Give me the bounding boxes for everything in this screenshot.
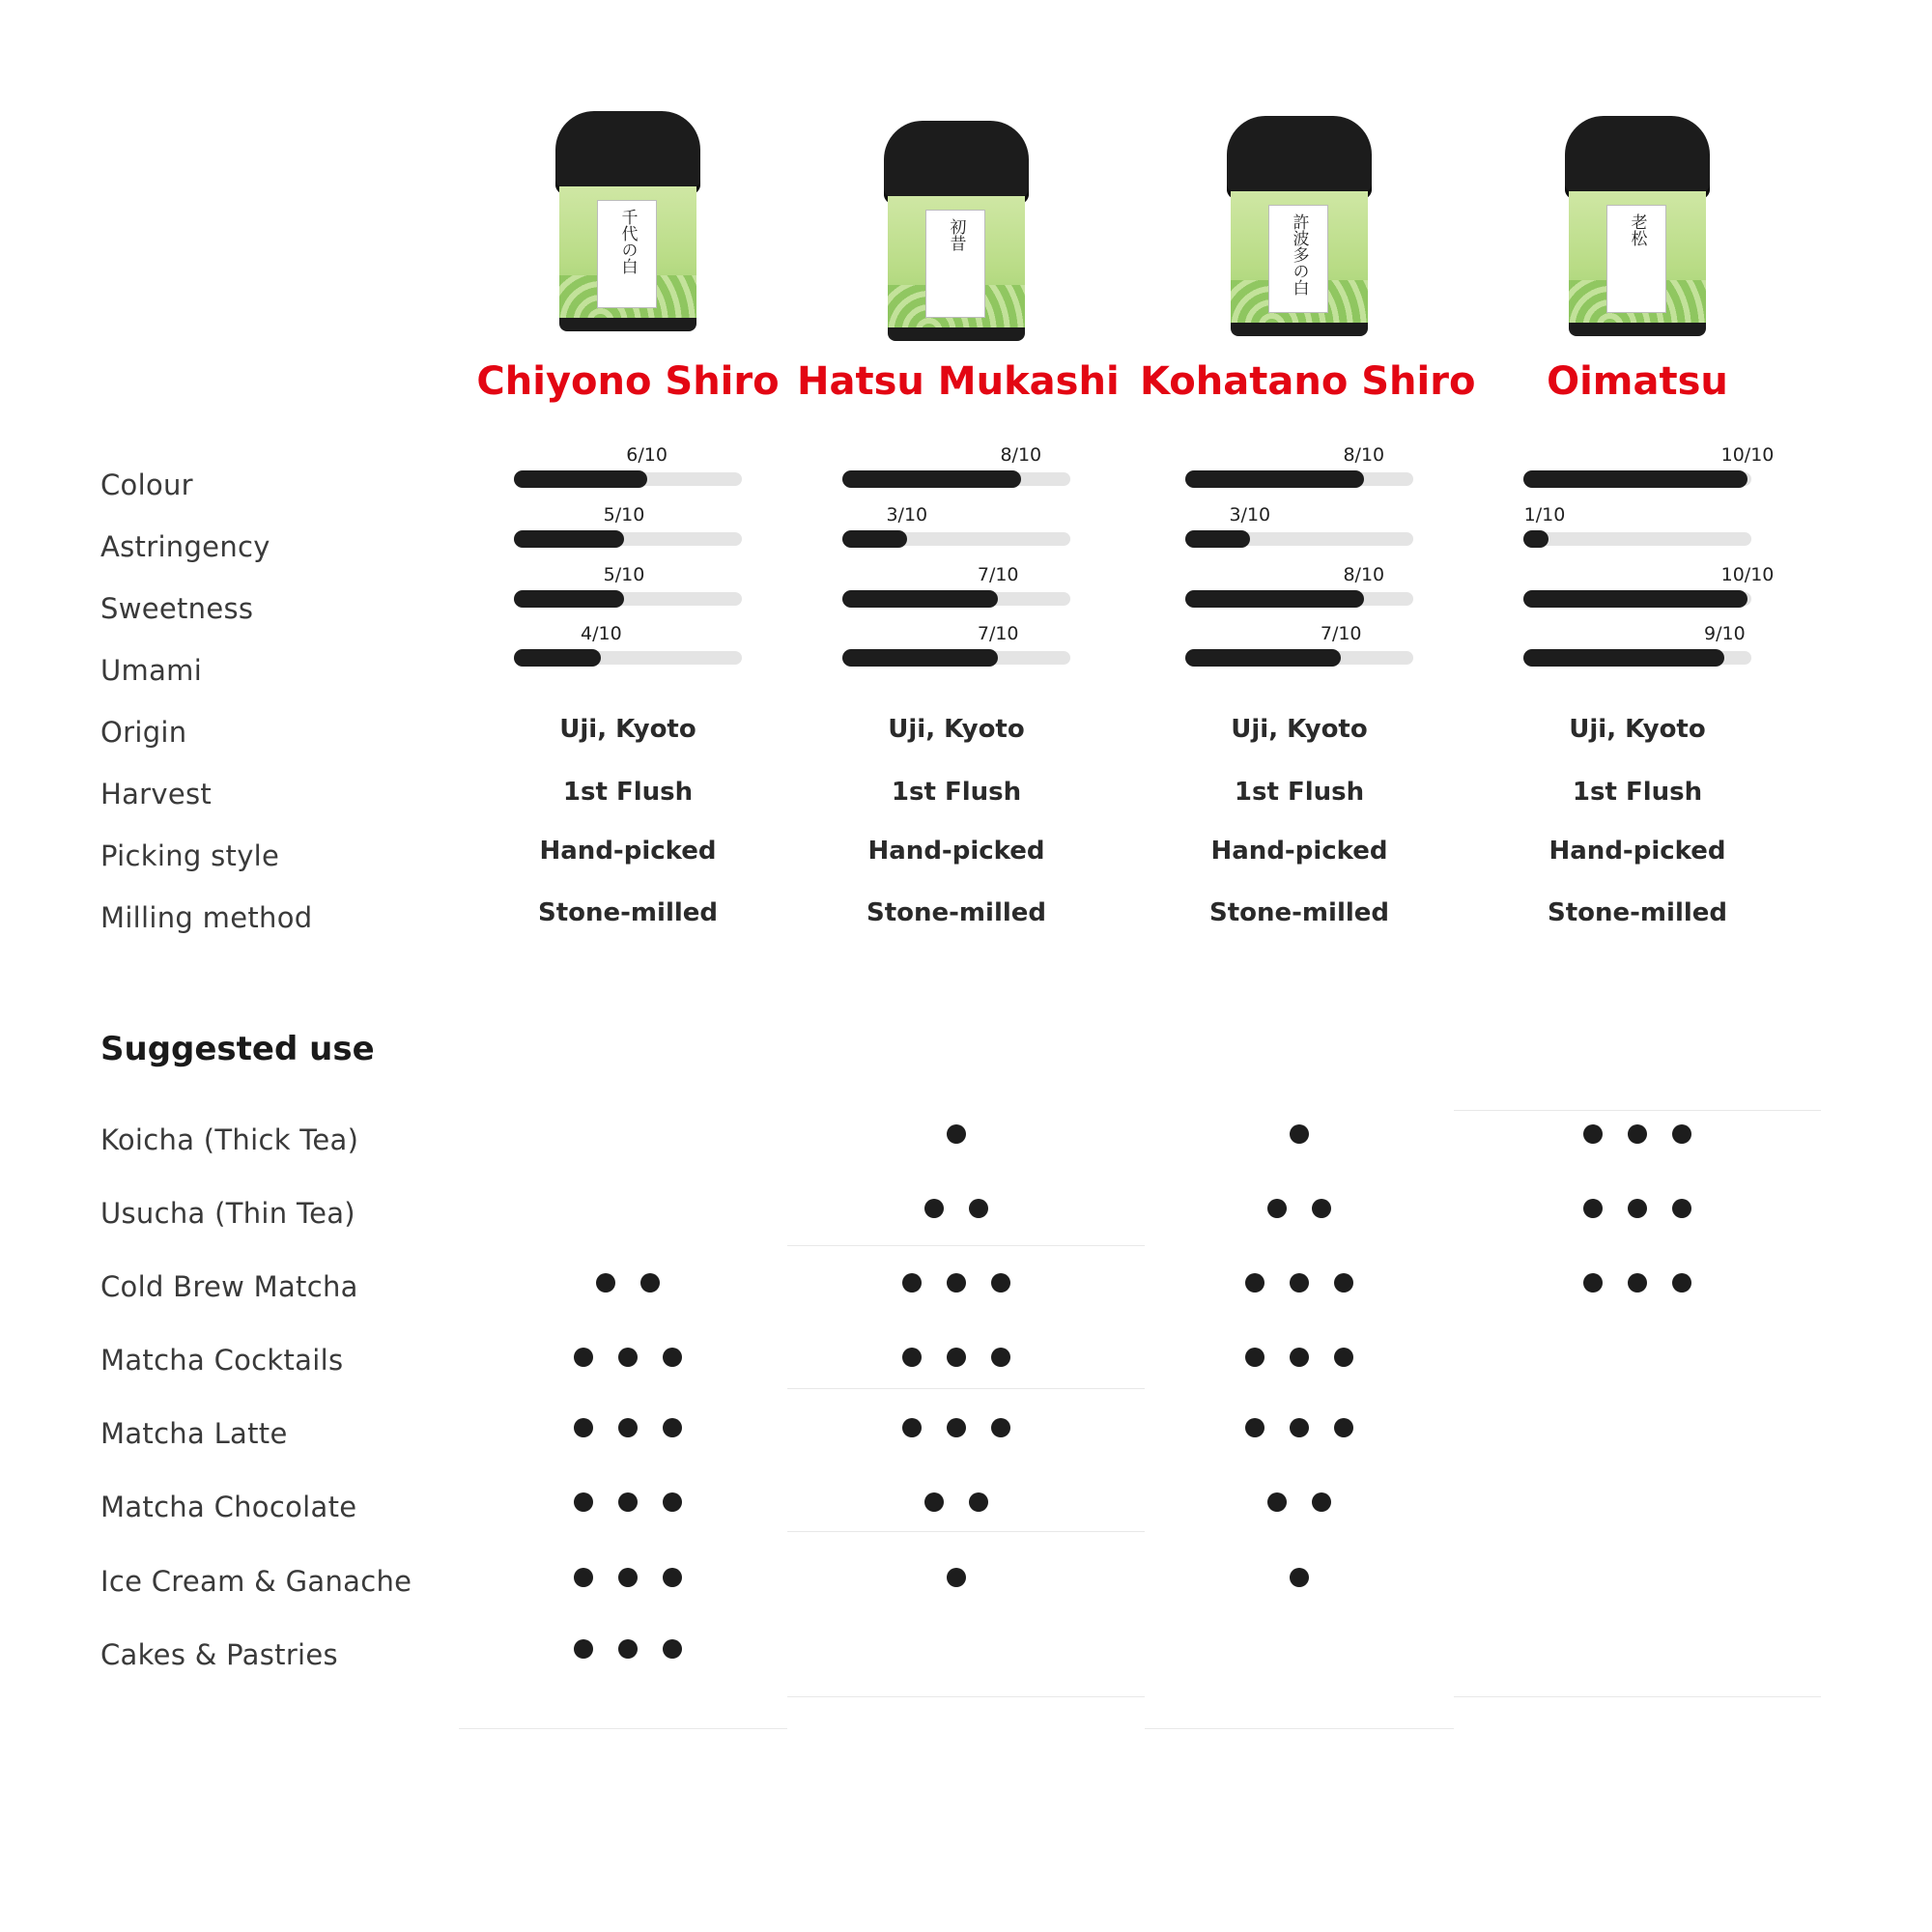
use-rating-dots [483, 1273, 773, 1296]
use-rating-dots [1154, 1492, 1444, 1516]
rating-bar-umami [514, 651, 742, 665]
use-rating-dots [1154, 1199, 1444, 1222]
separator-line [1145, 1728, 1454, 1729]
separator-line [787, 1388, 1145, 1389]
use-rating-dots [1492, 1199, 1782, 1222]
row-label-milling-method: Milling method [100, 901, 313, 934]
info-origin: Uji, Kyoto [888, 715, 1025, 744]
tin-label [597, 200, 657, 308]
use-label-cold-brew: Cold Brew Matcha [100, 1270, 358, 1303]
info-origin: Uji, Kyoto [1569, 715, 1706, 744]
use-rating-dot [991, 1418, 1010, 1437]
rating-value-colour: 8/10 [1000, 444, 1042, 466]
tin-lid [1565, 116, 1710, 199]
rating-bar-astringency [1185, 532, 1413, 546]
use-rating-dots [811, 1348, 1101, 1371]
use-rating-dot [1290, 1348, 1309, 1367]
separator-line [787, 1245, 1145, 1246]
suggested-use-title: Suggested use [100, 1030, 375, 1068]
tin-kanji: 許波多の白 [1289, 213, 1309, 296]
use-rating-dot [596, 1273, 615, 1293]
use-rating-dot [991, 1273, 1010, 1293]
use-rating-dots [1492, 1568, 1782, 1591]
rating-bar-umami [1523, 651, 1751, 665]
tin-kanji: 老松 [1627, 213, 1647, 246]
use-rating-dot [947, 1124, 966, 1144]
use-rating-dot [1245, 1418, 1264, 1437]
tin-lid [884, 121, 1029, 204]
use-rating-dots [1492, 1492, 1782, 1516]
use-label-koicha: Koicha (Thick Tea) [100, 1123, 359, 1156]
use-label-latte: Matcha Latte [100, 1417, 288, 1450]
rating-bar-colour [842, 472, 1070, 486]
use-rating-dots [1154, 1639, 1444, 1662]
use-rating-dots [811, 1124, 1101, 1148]
product-tin-image [1227, 116, 1372, 338]
tin-label [925, 210, 985, 318]
use-rating-dots [1154, 1568, 1444, 1591]
tin-base [1231, 323, 1368, 336]
use-rating-dot [1672, 1199, 1691, 1218]
product-name: Hatsu Mukashi [797, 359, 1120, 404]
use-rating-dot [1245, 1273, 1264, 1293]
use-rating-dots [811, 1273, 1101, 1296]
use-label-cocktails: Matcha Cocktails [100, 1344, 344, 1377]
rating-bar-fill [842, 530, 907, 548]
rating-bar-fill [1185, 590, 1364, 608]
info-milling-method: Stone-milled [1547, 898, 1728, 927]
use-rating-dot [902, 1273, 922, 1293]
info-origin: Uji, Kyoto [1231, 715, 1368, 744]
use-rating-dots [1492, 1273, 1782, 1296]
use-rating-dot [969, 1199, 988, 1218]
use-rating-dot [574, 1348, 593, 1367]
tin-lid [555, 111, 700, 194]
rating-bar-astringency [514, 532, 742, 546]
separator-line [459, 1728, 787, 1729]
use-rating-dots [483, 1348, 773, 1371]
rating-bar-fill [842, 590, 998, 608]
product-name: Oimatsu [1547, 359, 1728, 404]
use-rating-dot [947, 1418, 966, 1437]
rating-bar-astringency [842, 532, 1070, 546]
use-rating-dots [483, 1199, 773, 1222]
rating-bar-fill [1185, 649, 1341, 667]
rating-bar-fill [1523, 590, 1747, 608]
use-rating-dot [663, 1348, 682, 1367]
row-label-umami: Umami [100, 654, 203, 687]
rating-value-sweetness: 7/10 [977, 564, 1019, 585]
use-rating-dot [1583, 1273, 1603, 1293]
use-rating-dots [1154, 1124, 1444, 1148]
use-label-cakes: Cakes & Pastries [100, 1638, 338, 1671]
rating-value-colour: 8/10 [1343, 444, 1385, 466]
info-milling-method: Stone-milled [866, 898, 1047, 927]
tin-kanji: 初昔 [946, 218, 966, 251]
rating-bar-sweetness [1185, 592, 1413, 606]
info-origin: Uji, Kyoto [559, 715, 696, 744]
separator-line [1454, 1110, 1821, 1111]
separator-line [787, 1531, 1145, 1532]
use-rating-dot [1290, 1124, 1309, 1144]
use-rating-dot [1312, 1199, 1331, 1218]
product-tin-image [884, 121, 1029, 343]
use-rating-dot [618, 1348, 638, 1367]
rating-bar-fill [1185, 470, 1364, 488]
use-rating-dot [1312, 1492, 1331, 1512]
use-rating-dot [618, 1639, 638, 1659]
rating-value-sweetness: 10/10 [1720, 564, 1775, 585]
use-rating-dot [1583, 1124, 1603, 1144]
use-rating-dot [663, 1639, 682, 1659]
use-rating-dot [947, 1348, 966, 1367]
use-rating-dot [640, 1273, 660, 1293]
use-rating-dots [1154, 1348, 1444, 1371]
use-label-usucha: Usucha (Thin Tea) [100, 1197, 355, 1230]
rating-bar-fill [1523, 649, 1724, 667]
separator-line [1454, 1696, 1821, 1697]
use-rating-dot [902, 1418, 922, 1437]
rating-bar-fill [1185, 530, 1250, 548]
rating-bar-fill [1523, 530, 1548, 548]
rating-bar-sweetness [514, 592, 742, 606]
use-rating-dot [574, 1568, 593, 1587]
product-name: Kohatano Shiro [1140, 359, 1476, 404]
tin-lid [1227, 116, 1372, 199]
rating-value-sweetness: 5/10 [603, 564, 645, 585]
rating-bar-fill [514, 590, 624, 608]
use-rating-dot [1267, 1492, 1287, 1512]
rating-value-sweetness: 8/10 [1343, 564, 1385, 585]
use-rating-dot [991, 1348, 1010, 1367]
info-harvest: 1st Flush [1572, 778, 1703, 807]
rating-value-colour: 10/10 [1720, 444, 1775, 466]
info-picking-style: Hand-picked [1210, 837, 1388, 866]
rating-value-astringency: 3/10 [886, 504, 928, 526]
use-rating-dot [1334, 1273, 1353, 1293]
rating-value-astringency: 1/10 [1523, 504, 1566, 526]
use-rating-dots [811, 1639, 1101, 1662]
use-rating-dots [1492, 1348, 1782, 1371]
rating-bar-umami [1185, 651, 1413, 665]
use-rating-dot [1290, 1273, 1309, 1293]
row-label-origin: Origin [100, 716, 187, 749]
tin-base [1569, 323, 1706, 336]
use-rating-dots [1154, 1418, 1444, 1441]
use-rating-dots [483, 1418, 773, 1441]
use-rating-dot [924, 1492, 944, 1512]
tin-base [888, 327, 1025, 341]
info-picking-style: Hand-picked [1548, 837, 1726, 866]
use-rating-dots [1492, 1124, 1782, 1148]
use-rating-dot [924, 1199, 944, 1218]
use-rating-dot [574, 1492, 593, 1512]
row-label-colour: Colour [100, 469, 193, 501]
use-rating-dots [483, 1492, 773, 1516]
rating-value-colour: 6/10 [626, 444, 668, 466]
rating-value-umami: 4/10 [581, 623, 622, 644]
use-rating-dots [483, 1568, 773, 1591]
use-rating-dot [618, 1568, 638, 1587]
use-rating-dot [969, 1492, 988, 1512]
use-rating-dot [574, 1639, 593, 1659]
use-rating-dot [947, 1273, 966, 1293]
use-rating-dot [1290, 1568, 1309, 1587]
use-rating-dots [811, 1199, 1101, 1222]
product-tin-image [1565, 116, 1710, 338]
rating-value-astringency: 3/10 [1229, 504, 1271, 526]
rating-bar-fill [842, 649, 998, 667]
info-harvest: 1st Flush [562, 778, 694, 807]
row-label-picking-style: Picking style [100, 839, 280, 872]
tin-base [559, 318, 696, 331]
product-tin-image [555, 111, 700, 333]
use-rating-dot [663, 1492, 682, 1512]
use-rating-dot [1334, 1418, 1353, 1437]
product-name: Chiyono Shiro [476, 359, 780, 404]
row-label-astringency: Astringency [100, 530, 270, 563]
use-rating-dot [1628, 1199, 1647, 1218]
info-milling-method: Stone-milled [537, 898, 719, 927]
use-rating-dot [1290, 1418, 1309, 1437]
use-rating-dot [1672, 1124, 1691, 1144]
rating-bar-fill [842, 470, 1021, 488]
use-rating-dot [663, 1568, 682, 1587]
tin-label [1606, 205, 1666, 313]
use-label-ice-cream: Ice Cream & Ganache [100, 1565, 412, 1598]
rating-value-umami: 7/10 [977, 623, 1019, 644]
rating-bar-sweetness [842, 592, 1070, 606]
row-label-harvest: Harvest [100, 778, 213, 810]
rating-bar-fill [514, 530, 624, 548]
info-harvest: 1st Flush [1234, 778, 1365, 807]
use-rating-dots [483, 1639, 773, 1662]
use-rating-dot [1583, 1199, 1603, 1218]
use-rating-dot [1334, 1348, 1353, 1367]
rating-value-umami: 9/10 [1704, 623, 1746, 644]
use-rating-dots [1492, 1418, 1782, 1441]
use-rating-dots [1492, 1639, 1782, 1662]
rating-value-umami: 7/10 [1320, 623, 1362, 644]
rating-bar-colour [1523, 472, 1751, 486]
row-label-sweetness: Sweetness [100, 592, 254, 625]
rating-bar-umami [842, 651, 1070, 665]
separator-line [787, 1696, 1145, 1697]
rating-bar-colour [514, 472, 742, 486]
rating-bar-astringency [1523, 532, 1751, 546]
use-rating-dot [1267, 1199, 1287, 1218]
use-rating-dot [902, 1348, 922, 1367]
use-rating-dots [811, 1418, 1101, 1441]
use-rating-dot [1628, 1273, 1647, 1293]
info-picking-style: Hand-picked [867, 837, 1045, 866]
tin-kanji: 千代の白 [617, 209, 638, 274]
use-label-chocolate: Matcha Chocolate [100, 1491, 357, 1523]
use-rating-dot [1672, 1273, 1691, 1293]
tin-label [1268, 205, 1328, 313]
rating-bar-fill [1523, 470, 1747, 488]
use-rating-dot [947, 1568, 966, 1587]
rating-value-astringency: 5/10 [603, 504, 645, 526]
use-rating-dot [618, 1418, 638, 1437]
rating-bar-sweetness [1523, 592, 1751, 606]
use-rating-dot [1628, 1124, 1647, 1144]
use-rating-dot [1245, 1348, 1264, 1367]
use-rating-dots [811, 1492, 1101, 1516]
use-rating-dot [574, 1418, 593, 1437]
rating-bar-fill [514, 470, 647, 488]
use-rating-dots [1154, 1273, 1444, 1296]
rating-bar-fill [514, 649, 601, 667]
use-rating-dots [811, 1568, 1101, 1591]
rating-bar-colour [1185, 472, 1413, 486]
info-milling-method: Stone-milled [1208, 898, 1390, 927]
use-rating-dot [663, 1418, 682, 1437]
use-rating-dot [618, 1492, 638, 1512]
info-picking-style: Hand-picked [539, 837, 717, 866]
use-rating-dots [483, 1124, 773, 1148]
info-harvest: 1st Flush [891, 778, 1022, 807]
